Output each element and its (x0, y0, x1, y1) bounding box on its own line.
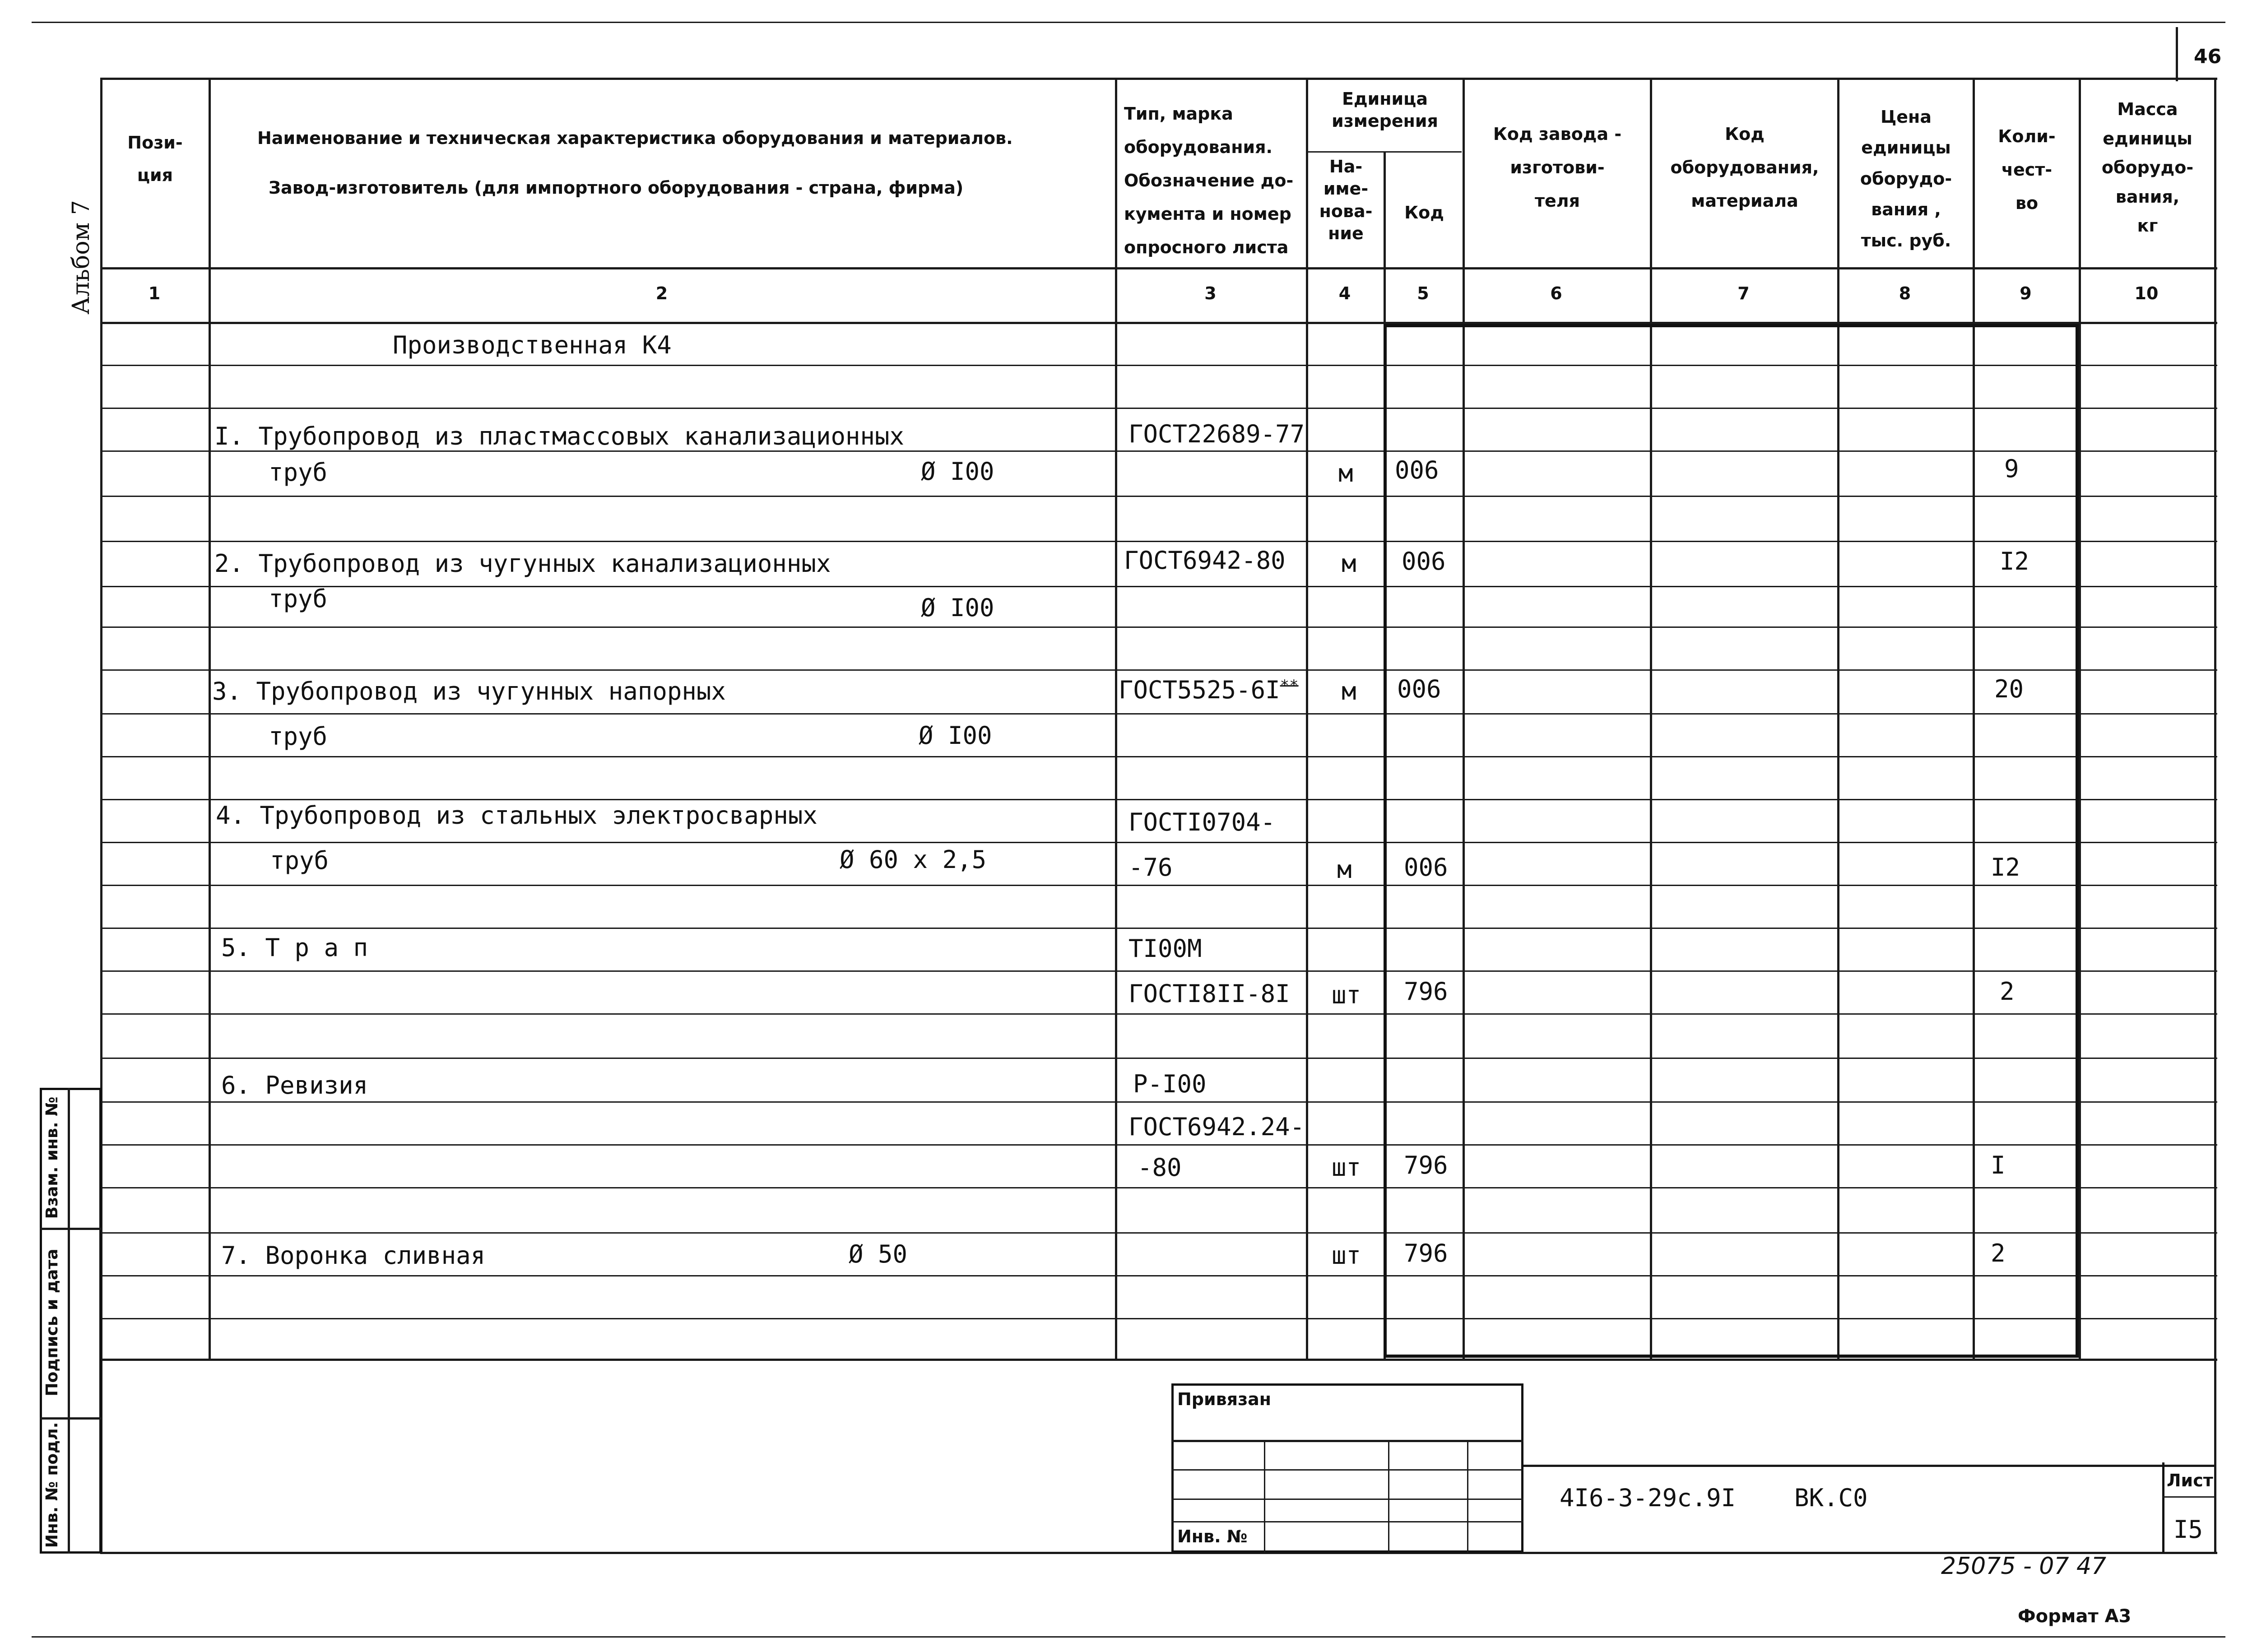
item3-doc-sup: ** (1280, 677, 1299, 695)
table-bottom-border (100, 1359, 2217, 1361)
item3-doc (1119, 678, 1299, 702)
item3-code: 006 (1397, 675, 1441, 703)
privyazan-line1 (1171, 1440, 1523, 1442)
item2-name2: труб (269, 585, 328, 613)
sheet-frame-bottom (100, 1552, 2217, 1554)
section-title: Производственная К4 (393, 331, 672, 359)
column-number: 8 (1899, 283, 1911, 303)
header-unit-group: Единица измерения (1332, 89, 1438, 131)
col-line-10 (2214, 78, 2216, 1554)
col-line-3 (1306, 78, 1308, 1360)
header-type: Тип, марка оборудования. Обозначение до- кумента и номер опросного листа (1124, 104, 1294, 258)
item2-unit: м (1342, 549, 1356, 578)
item2-qty: I2 (2000, 547, 2029, 575)
privyazan-col3 (1467, 1440, 1468, 1553)
item5-doc2: ГОСТI8II-8I (1128, 979, 1290, 1008)
header-equipment-code: Код оборудования, материала (1670, 124, 1819, 211)
item6-qty: I (1991, 1151, 2006, 1179)
column-number: 6 (1550, 283, 1562, 303)
item4-doc: ГОСТI0704- (1128, 808, 1276, 836)
highlight-box (1384, 324, 2079, 1358)
page-box-left (2176, 27, 2178, 81)
item7-code: 796 (1404, 1239, 1448, 1267)
header-price: Цена единицы оборудо- вания , тыс. руб. (1860, 107, 1952, 251)
item4-name: 4. Трубопровод из стальных электросварных (216, 801, 817, 830)
item7-name: 7. Воронка сливная (221, 1241, 486, 1270)
header-position: Пози- ция (127, 133, 183, 186)
privyazan-line3 (1171, 1499, 1523, 1500)
item3-qty: 20 (1994, 675, 2024, 703)
page-number-top: 46 (2194, 45, 2222, 68)
doc-code: 4I6-3-29с.9I (1560, 1484, 1736, 1512)
side-label-podpis: Подпись и дата (43, 1248, 61, 1397)
column-number: 3 (1204, 283, 1217, 303)
item4-diameter: Ø 60 х 2,5 (840, 845, 987, 874)
privyazan-col1 (1264, 1440, 1265, 1553)
item3-unit: м (1342, 677, 1356, 705)
item6-doc3: -80 (1138, 1153, 1182, 1182)
header-unit-code: Код (1404, 203, 1444, 223)
item5-doc: TI00M (1128, 934, 1202, 963)
table-top-border (100, 78, 2217, 80)
privyazan-col2 (1388, 1440, 1389, 1553)
title-block-top (1523, 1465, 2214, 1467)
item4-doc2: -76 (1128, 853, 1173, 882)
item3-diameter: Ø I00 (919, 721, 992, 750)
privyazan-label: Привязан (1177, 1389, 1272, 1409)
item1-unit: м (1338, 459, 1353, 487)
privyazan-line4 (1171, 1521, 1523, 1522)
item1-name: I. Трубопровод из пластмассовых канализационных (214, 422, 905, 450)
sheet-label: Лист (2167, 1471, 2213, 1490)
item2-doc: ГОСТ6942-80 (1124, 546, 1286, 575)
header-quantity: Коли- чест- во (1998, 126, 2056, 213)
sheet-top-line (32, 22, 2225, 23)
sheet-number: I5 (2173, 1515, 2203, 1544)
item3-name: 3. Трубопровод из чугунных напорных (212, 677, 726, 705)
item1-name2: труб (269, 458, 328, 487)
column-number: 10 (2134, 283, 2159, 303)
item7-diameter: Ø 50 (849, 1240, 908, 1268)
item1-diameter: Ø I00 (921, 457, 994, 486)
item5-name: 5. Т р а п (221, 933, 368, 962)
item6-doc: Р-I00 (1133, 1070, 1207, 1098)
header-factory-code: Код завода - изготови- теля (1493, 124, 1622, 211)
column-number: 4 (1338, 283, 1351, 303)
item5-code: 796 (1404, 977, 1448, 1006)
item2-code: 006 (1402, 547, 1446, 575)
album-label: Альбом 7 (68, 200, 95, 315)
sheet-bottom-line (32, 1636, 2225, 1638)
format-label: Формат А3 (2018, 1606, 2132, 1627)
inv-no-label: Инв. № (1177, 1527, 1248, 1546)
item6-doc2: ГОСТ6942.24- (1128, 1113, 1305, 1141)
header-name-line2: Завод-изготовитель (для импортного оборудования - страна, фирма) (269, 178, 964, 198)
sheet-box-divider (2162, 1496, 2216, 1498)
item4-code: 006 (1404, 853, 1448, 882)
item2-diameter: Ø I00 (921, 594, 994, 622)
item1-code: 006 (1395, 456, 1439, 484)
side-label-inv-podl: Инв. № подл. (43, 1422, 61, 1548)
column-number: 9 (2020, 283, 2032, 303)
item6-name: 6. Ревизия (221, 1071, 368, 1100)
item4-name2: труб (270, 846, 329, 875)
item6-unit: шт (1332, 1153, 1361, 1182)
item7-qty: 2 (1991, 1239, 2006, 1267)
item6-code: 796 (1404, 1151, 1448, 1179)
item5-unit: шт (1332, 981, 1361, 1009)
item4-unit: м (1337, 855, 1352, 884)
item5-qty: 2 (2000, 977, 2015, 1006)
header-name-line1: Наименование и техническая характеристика оборудования и материалов. (257, 128, 1013, 148)
item1-qty: 9 (2004, 455, 2019, 483)
column-number: 2 (655, 283, 668, 303)
col-line-9 (2079, 78, 2081, 1360)
header-unit-name: На- име- нова- ние (1319, 157, 1373, 244)
side-stamp-divider (68, 1088, 70, 1554)
column-number: 5 (1417, 283, 1429, 303)
column-number: 1 (148, 283, 161, 303)
doc-mark: ВК.С0 (1794, 1484, 1868, 1512)
item3-name2: труб (269, 722, 328, 751)
item7-unit: шт (1332, 1241, 1361, 1270)
bottom-note: 25075 - 07 47 (1941, 1553, 2107, 1580)
header-mass: Масса единицы оборудо- вания, кг (2101, 99, 2194, 236)
item2-name: 2. Трубопровод из чугунных канализационных (214, 549, 831, 578)
side-label-vzam: Взам. инв. № (43, 1096, 61, 1219)
column-number: 7 (1737, 283, 1750, 303)
col-line-1 (209, 78, 211, 1360)
item4-qty: I2 (1991, 853, 2020, 882)
col-line-2 (1115, 78, 1117, 1360)
privyazan-line2 (1171, 1469, 1523, 1471)
header-bottom-border (100, 267, 2217, 269)
item3-doc-text: ГОСТ5525-6I (1119, 676, 1280, 704)
item1-doc: ГОСТ22689-77 (1128, 420, 1305, 448)
